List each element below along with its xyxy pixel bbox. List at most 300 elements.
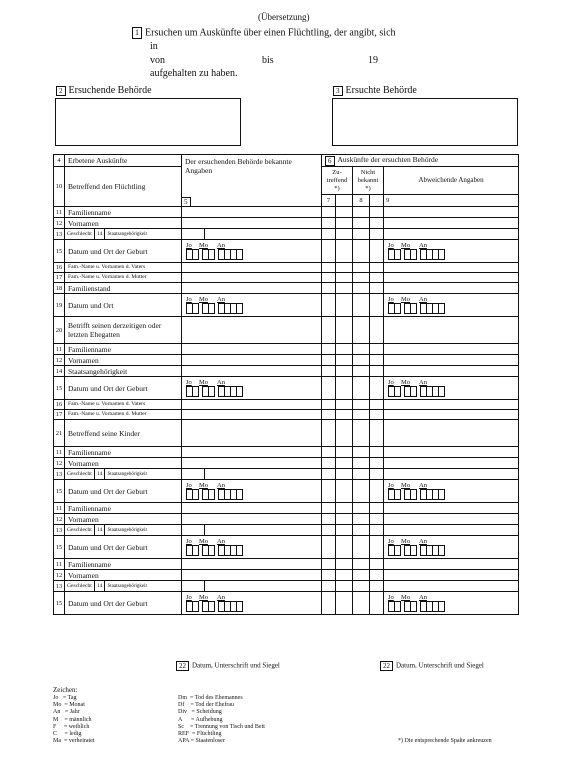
- table-row: [54, 294, 519, 317]
- known-data-cell[interactable]: [182, 480, 322, 503]
- date-digit-box[interactable]: [394, 386, 401, 397]
- not-known-checkbox-cell[interactable]: [370, 410, 384, 420]
- known-data-cell[interactable]: [182, 207, 322, 218]
- known-data-cell[interactable]: [182, 570, 322, 581]
- different-data-cell[interactable]: [384, 263, 519, 273]
- field-number: 5: [182, 197, 191, 207]
- field-number: 15: [54, 240, 65, 263]
- not-known-checkbox-cell[interactable]: [370, 240, 384, 263]
- known-data-cell[interactable]: [182, 229, 322, 240]
- table-row: [54, 514, 519, 525]
- applies-checkbox-cell[interactable]: [322, 283, 336, 294]
- different-data-cell[interactable]: [384, 294, 519, 317]
- different-data-cell[interactable]: [384, 536, 519, 559]
- not-known-checkbox-cell[interactable]: [370, 525, 384, 536]
- applies-checkbox-cell[interactable]: [336, 317, 353, 344]
- applies-checkbox-cell[interactable]: [336, 410, 353, 420]
- table-row: [54, 263, 519, 273]
- table-row: [54, 218, 519, 229]
- table-row: [54, 503, 519, 514]
- applies-checkbox-cell[interactable]: [322, 514, 336, 525]
- date-digit-box[interactable]: [410, 303, 417, 314]
- not-known-checkbox-cell[interactable]: [353, 283, 370, 294]
- applies-checkbox-cell[interactable]: [322, 503, 336, 514]
- date-digit-box[interactable]: [438, 249, 445, 260]
- applies-checkbox-cell[interactable]: [336, 229, 353, 240]
- known-data-cell[interactable]: [182, 420, 322, 447]
- known-data-column-header: Der ersuchenden Behörde bekannte Angaben 5: [182, 155, 322, 207]
- applies-column-header: Zu- treffend *): [322, 167, 353, 195]
- not-known-checkbox-cell[interactable]: [353, 229, 370, 240]
- date-field[interactable]: Jo Mo An: [186, 296, 246, 314]
- date-digit-box[interactable]: [208, 303, 215, 314]
- different-data-cell[interactable]: [384, 570, 519, 581]
- different-data-cell[interactable]: [384, 283, 519, 294]
- field-number: 13: [54, 469, 65, 480]
- not-known-checkbox-cell[interactable]: [353, 420, 370, 447]
- applies-checkbox-cell[interactable]: [336, 581, 353, 592]
- date-digit-box[interactable]: [394, 601, 401, 612]
- signature-left[interactable]: 22 Datum, Unterschrift und Siegel: [176, 661, 280, 671]
- date-digit-box[interactable]: [438, 545, 445, 556]
- not-known-checkbox-cell[interactable]: [370, 355, 384, 366]
- known-data-cell[interactable]: [182, 355, 322, 366]
- field-number: 7: [322, 195, 336, 207]
- requesting-authority-label: 2 Ersuchende Behörde: [56, 85, 152, 96]
- field-number: 3: [333, 86, 343, 96]
- applies-checkbox-cell[interactable]: [322, 263, 336, 273]
- not-known-checkbox-cell[interactable]: [353, 218, 370, 229]
- known-data-cell[interactable]: [182, 344, 322, 355]
- row-label: Datum und Ort der Geburt: [65, 240, 182, 263]
- not-known-checkbox-cell[interactable]: [353, 447, 370, 458]
- not-known-checkbox-cell[interactable]: [370, 458, 384, 469]
- applies-checkbox-cell[interactable]: [322, 366, 336, 377]
- table-row: [54, 400, 519, 410]
- translation-note: (Übersetzung): [258, 12, 310, 22]
- row-label: Fam.-Name u. Vornamen d. Vaters: [65, 263, 182, 273]
- table-row: [54, 581, 519, 592]
- different-data-cell[interactable]: [384, 273, 519, 283]
- row-label: Familienname: [65, 344, 182, 355]
- applies-checkbox-cell[interactable]: [322, 377, 336, 400]
- not-known-checkbox-cell[interactable]: [353, 400, 370, 410]
- date-digit-box[interactable]: [438, 601, 445, 612]
- row-label: Familienstand: [65, 283, 182, 294]
- not-known-checkbox-cell[interactable]: [370, 263, 384, 273]
- different-data-cell[interactable]: [384, 525, 519, 536]
- date-digit-box[interactable]: [236, 545, 243, 556]
- date-digit-box[interactable]: [438, 489, 445, 500]
- known-data-cell[interactable]: [182, 536, 322, 559]
- field-number: 22: [380, 661, 393, 671]
- applies-checkbox-cell[interactable]: [336, 592, 353, 615]
- requested-authority-field[interactable]: [332, 98, 518, 146]
- different-data-cell[interactable]: [384, 207, 519, 218]
- applies-checkbox-cell[interactable]: [336, 536, 353, 559]
- not-known-checkbox-cell[interactable]: [353, 525, 370, 536]
- date-digit-box[interactable]: [208, 545, 215, 556]
- not-known-checkbox-cell[interactable]: [370, 283, 384, 294]
- not-known-checkbox-cell[interactable]: [370, 581, 384, 592]
- date-digit-box[interactable]: [208, 249, 215, 260]
- applies-checkbox-cell[interactable]: [336, 480, 353, 503]
- not-known-column-header: Nicht bekannt *): [353, 167, 384, 195]
- applies-checkbox-cell[interactable]: [322, 207, 336, 218]
- field-number: 11: [54, 207, 65, 218]
- applies-checkbox-cell[interactable]: [336, 525, 353, 536]
- applies-checkbox-cell[interactable]: [336, 273, 353, 283]
- not-known-checkbox-cell[interactable]: [370, 570, 384, 581]
- applies-checkbox-cell[interactable]: [336, 283, 353, 294]
- date-digit-box[interactable]: [410, 489, 417, 500]
- different-data-cell[interactable]: [384, 581, 519, 592]
- different-data-cell[interactable]: [384, 559, 519, 570]
- not-known-checkbox-cell[interactable]: [353, 410, 370, 420]
- not-known-checkbox-cell[interactable]: [370, 480, 384, 503]
- date-field[interactable]: Jo Mo An: [186, 379, 246, 397]
- table-row: [54, 344, 519, 355]
- not-known-checkbox-cell[interactable]: [370, 317, 384, 344]
- not-known-checkbox-cell[interactable]: [370, 344, 384, 355]
- table-row: [54, 366, 519, 377]
- date-digit-box[interactable]: [192, 303, 199, 314]
- row-label: Familienname: [65, 503, 182, 514]
- applies-checkbox-cell[interactable]: [322, 581, 336, 592]
- row-label: Datum und Ort: [65, 294, 182, 317]
- different-data-cell[interactable]: [384, 503, 519, 514]
- different-data-cell[interactable]: [384, 240, 519, 263]
- table-row: [54, 207, 519, 218]
- applies-checkbox-cell[interactable]: [322, 317, 336, 344]
- not-known-checkbox-cell[interactable]: [370, 469, 384, 480]
- applies-checkbox-cell[interactable]: [336, 447, 353, 458]
- different-data-cell[interactable]: [384, 377, 519, 400]
- field-number: 9: [384, 195, 519, 207]
- field-number: 10: [54, 167, 65, 207]
- applies-checkbox-cell[interactable]: [322, 570, 336, 581]
- sex-nationality-label: Geschlecht 14 Staatsangehörigkeit: [65, 469, 182, 480]
- table-row: [54, 592, 519, 615]
- not-known-checkbox-cell[interactable]: [370, 536, 384, 559]
- field-number: 1: [132, 27, 142, 39]
- not-known-checkbox-cell[interactable]: [353, 536, 370, 559]
- date-field[interactable]: Jo Mo An: [388, 538, 448, 556]
- known-data-cell[interactable]: [182, 458, 322, 469]
- row-label: Vornamen: [65, 458, 182, 469]
- field-number: 18: [54, 283, 65, 294]
- not-known-checkbox-cell[interactable]: [370, 592, 384, 615]
- not-known-checkbox-cell[interactable]: [353, 366, 370, 377]
- date-digit-box[interactable]: [192, 601, 199, 612]
- from-label: von: [150, 55, 165, 66]
- applies-checkbox-cell[interactable]: [322, 410, 336, 420]
- sex-nationality-label: Geschlecht 14 Staatsangehörigkeit: [65, 525, 182, 536]
- not-known-checkbox-cell[interactable]: [370, 514, 384, 525]
- row-label: Datum und Ort der Geburt: [65, 480, 182, 503]
- table-row: [54, 410, 519, 420]
- known-data-cell[interactable]: [182, 294, 322, 317]
- applies-checkbox-cell[interactable]: [336, 240, 353, 263]
- date-digit-box[interactable]: [192, 489, 199, 500]
- table-row: [54, 229, 519, 240]
- row-label: Vornamen: [65, 355, 182, 366]
- footnote: *) Die entsprechende Spalte ankreuzen: [398, 738, 492, 744]
- known-data-cell[interactable]: [182, 218, 322, 229]
- known-data-cell[interactable]: [182, 317, 322, 344]
- requested-info-heading: Erbetene Auskünfte: [65, 155, 182, 167]
- different-data-cell[interactable]: [384, 480, 519, 503]
- row-label: Fam.-Name u. Vornamen d. Mutter: [65, 273, 182, 283]
- date-digit-box[interactable]: [236, 489, 243, 500]
- date-field[interactable]: Jo Mo An: [388, 594, 448, 612]
- not-known-checkbox-cell[interactable]: [370, 207, 384, 218]
- field-number: 11: [54, 447, 65, 458]
- applies-checkbox-cell[interactable]: [336, 355, 353, 366]
- date-digit-box[interactable]: [236, 386, 243, 397]
- sex-nationality-label: Geschlecht 14 Staatsangehörigkeit: [65, 229, 182, 240]
- known-data-cell[interactable]: [182, 559, 322, 570]
- not-known-checkbox-cell[interactable]: [353, 581, 370, 592]
- different-data-cell[interactable]: [384, 410, 519, 420]
- applies-checkbox-cell[interactable]: [336, 458, 353, 469]
- field-number: 15: [54, 480, 65, 503]
- row-label: Familienname: [65, 447, 182, 458]
- date-digit-box[interactable]: [410, 386, 417, 397]
- date-field[interactable]: Jo Mo An: [186, 482, 246, 500]
- applies-checkbox-cell[interactable]: [336, 570, 353, 581]
- date-field[interactable]: Jo Mo An: [186, 594, 246, 612]
- applies-checkbox-cell[interactable]: [336, 469, 353, 480]
- applies-checkbox-cell[interactable]: [336, 420, 353, 447]
- legend-title: Zeichen:: [53, 686, 78, 694]
- request-line-2: in: [150, 41, 158, 52]
- date-digit-box[interactable]: [438, 386, 445, 397]
- table-row: [54, 240, 519, 263]
- date-digit-box[interactable]: [236, 601, 243, 612]
- not-known-checkbox-cell[interactable]: [370, 559, 384, 570]
- not-known-checkbox-cell[interactable]: [353, 355, 370, 366]
- date-digit-box[interactable]: [394, 249, 401, 260]
- applies-checkbox-cell[interactable]: [336, 344, 353, 355]
- not-known-checkbox-cell[interactable]: [353, 570, 370, 581]
- known-data-cell[interactable]: [182, 581, 322, 592]
- date-digit-box[interactable]: [394, 489, 401, 500]
- date-digit-box[interactable]: [236, 303, 243, 314]
- known-data-cell[interactable]: [182, 273, 322, 283]
- date-digit-box[interactable]: [192, 545, 199, 556]
- date-digit-box[interactable]: [208, 489, 215, 500]
- known-data-cell[interactable]: [182, 240, 322, 263]
- applies-checkbox-cell[interactable]: [322, 480, 336, 503]
- applies-checkbox-cell[interactable]: [322, 240, 336, 263]
- not-known-checkbox-cell[interactable]: [353, 294, 370, 317]
- different-data-cell[interactable]: [384, 400, 519, 410]
- requested-authority-info-heading: 6 Auskünfte der ersuchten Behörde: [322, 155, 519, 167]
- applies-checkbox-cell[interactable]: [336, 263, 353, 273]
- not-known-checkbox-cell[interactable]: [370, 420, 384, 447]
- applies-checkbox-cell[interactable]: [322, 536, 336, 559]
- date-field[interactable]: Jo Mo An: [388, 296, 448, 314]
- row-label: Datum und Ort der Geburt: [65, 377, 182, 400]
- not-known-checkbox-cell[interactable]: [370, 294, 384, 317]
- known-data-cell[interactable]: [182, 366, 322, 377]
- different-data-cell[interactable]: [384, 355, 519, 366]
- applies-checkbox-cell[interactable]: [322, 559, 336, 570]
- different-data-cell[interactable]: [384, 229, 519, 240]
- different-data-cell[interactable]: [384, 344, 519, 355]
- date-digit-box[interactable]: [410, 545, 417, 556]
- applies-checkbox-cell[interactable]: [322, 400, 336, 410]
- different-data-cell[interactable]: [384, 218, 519, 229]
- known-data-cell[interactable]: [182, 469, 322, 480]
- date-digit-box[interactable]: [438, 303, 445, 314]
- not-known-checkbox-cell[interactable]: [353, 263, 370, 273]
- known-data-cell[interactable]: [182, 447, 322, 458]
- date-field[interactable]: Jo Mo An: [388, 482, 448, 500]
- not-known-checkbox-cell[interactable]: [353, 480, 370, 503]
- field-number: 21: [54, 420, 65, 447]
- applies-checkbox-cell[interactable]: [336, 559, 353, 570]
- known-data-cell[interactable]: [182, 592, 322, 615]
- not-known-checkbox-cell[interactable]: [353, 458, 370, 469]
- different-data-cell[interactable]: [384, 514, 519, 525]
- not-known-checkbox-cell[interactable]: [370, 503, 384, 514]
- table-row: [54, 283, 519, 294]
- legend-column-1: Jo = Tag Mo = Monat An = Jahr M = männlich F = weiblich C = ledig Ma = verheiratet: [53, 695, 95, 745]
- not-known-checkbox-cell[interactable]: [353, 317, 370, 344]
- not-known-checkbox-cell[interactable]: [353, 344, 370, 355]
- applies-checkbox-cell[interactable]: [336, 366, 353, 377]
- not-known-checkbox-cell[interactable]: [353, 559, 370, 570]
- date-field[interactable]: Jo Mo An: [388, 242, 448, 260]
- applies-checkbox-cell[interactable]: [322, 294, 336, 317]
- applies-checkbox-cell[interactable]: [336, 218, 353, 229]
- table-row: [54, 447, 519, 458]
- different-data-cell[interactable]: [384, 469, 519, 480]
- applies-checkbox-cell[interactable]: [322, 355, 336, 366]
- applies-checkbox-cell[interactable]: [322, 525, 336, 536]
- requested-authority-label: 3 Ersuchte Behörde: [333, 85, 417, 96]
- not-known-checkbox-cell[interactable]: [370, 273, 384, 283]
- known-data-cell[interactable]: [182, 503, 322, 514]
- date-digit-box[interactable]: [394, 303, 401, 314]
- field-number: 13: [54, 229, 65, 240]
- table-row: [54, 355, 519, 366]
- known-data-cell[interactable]: [182, 525, 322, 536]
- known-data-cell[interactable]: [182, 400, 322, 410]
- known-data-cell[interactable]: [182, 283, 322, 294]
- refugee-heading: Betreffend den Flüchtling: [65, 167, 182, 207]
- row-label: Betrifft seinen derzeitigen oder letzten Ehegatten: [65, 317, 182, 344]
- row-label: Betreffend seine Kinder: [65, 420, 182, 447]
- date-digit-box[interactable]: [208, 386, 215, 397]
- row-label: Familienname: [65, 559, 182, 570]
- different-data-cell[interactable]: [384, 366, 519, 377]
- requesting-authority-field[interactable]: [55, 98, 241, 146]
- applies-checkbox-cell[interactable]: [322, 420, 336, 447]
- field-number: 11: [54, 344, 65, 355]
- date-digit-box[interactable]: [236, 249, 243, 260]
- not-known-checkbox-cell[interactable]: [353, 377, 370, 400]
- not-known-checkbox-cell[interactable]: [353, 592, 370, 615]
- not-known-checkbox-cell[interactable]: [370, 366, 384, 377]
- known-data-cell[interactable]: [182, 410, 322, 420]
- date-digit-box[interactable]: [410, 249, 417, 260]
- date-digit-box[interactable]: [410, 601, 417, 612]
- not-known-checkbox-cell[interactable]: [370, 218, 384, 229]
- row-label: Fam.-Name u. Vornamen d. Vaters: [65, 400, 182, 410]
- not-known-checkbox-cell[interactable]: [353, 273, 370, 283]
- row-label: Vornamen: [65, 218, 182, 229]
- not-known-checkbox-cell[interactable]: [370, 400, 384, 410]
- known-data-cell[interactable]: [182, 514, 322, 525]
- table-row: [54, 458, 519, 469]
- field-number: 15: [54, 377, 65, 400]
- applies-checkbox-cell[interactable]: [336, 207, 353, 218]
- row-label: Fam.-Name u. Vornamen d. Mutter: [65, 410, 182, 420]
- date-digit-box[interactable]: [192, 386, 199, 397]
- known-data-cell[interactable]: [182, 263, 322, 273]
- applies-checkbox-cell[interactable]: [336, 514, 353, 525]
- row-label: Vornamen: [65, 570, 182, 581]
- date-digit-box[interactable]: [394, 545, 401, 556]
- different-data-cell[interactable]: [384, 317, 519, 344]
- not-known-checkbox-cell[interactable]: [353, 469, 370, 480]
- information-table: [53, 154, 519, 615]
- date-field[interactable]: Jo Mo An: [388, 379, 448, 397]
- applies-checkbox-cell[interactable]: [336, 294, 353, 317]
- date-digit-box[interactable]: [192, 249, 199, 260]
- field-number: 4: [54, 155, 65, 167]
- applies-checkbox-cell[interactable]: [336, 400, 353, 410]
- not-known-checkbox-cell[interactable]: [370, 377, 384, 400]
- applies-checkbox-cell[interactable]: [322, 469, 336, 480]
- table-row: [54, 420, 519, 447]
- not-known-checkbox-cell[interactable]: [353, 514, 370, 525]
- different-data-cell[interactable]: [384, 458, 519, 469]
- date-field[interactable]: Jo Mo An: [186, 242, 246, 260]
- different-data-cell[interactable]: [384, 447, 519, 458]
- row-label: Vornamen: [65, 514, 182, 525]
- signature-right[interactable]: 22 Datum, Unterschrift und Siegel: [380, 661, 484, 671]
- different-data-cell[interactable]: [384, 592, 519, 615]
- applies-checkbox-cell[interactable]: [322, 273, 336, 283]
- applies-checkbox-cell[interactable]: [322, 447, 336, 458]
- applies-checkbox-cell[interactable]: [322, 218, 336, 229]
- different-data-column-header: Abweichende Angaben: [384, 167, 519, 195]
- not-known-checkbox-cell[interactable]: [353, 240, 370, 263]
- not-known-checkbox-cell[interactable]: [370, 229, 384, 240]
- field-number: 16: [54, 263, 65, 273]
- date-digit-box[interactable]: [208, 601, 215, 612]
- field-number: 14: [54, 366, 65, 377]
- applies-checkbox-cell[interactable]: [322, 344, 336, 355]
- not-known-checkbox-cell[interactable]: [353, 503, 370, 514]
- date-field[interactable]: Jo Mo An: [186, 538, 246, 556]
- applies-checkbox-cell[interactable]: [322, 592, 336, 615]
- field-number: 19: [54, 294, 65, 317]
- known-data-cell[interactable]: [182, 377, 322, 400]
- applies-checkbox-cell[interactable]: [322, 458, 336, 469]
- different-data-cell[interactable]: [384, 420, 519, 447]
- table-row: [54, 525, 519, 536]
- applies-checkbox-cell[interactable]: [336, 503, 353, 514]
- not-known-checkbox-cell[interactable]: [353, 207, 370, 218]
- not-known-checkbox-cell[interactable]: [370, 447, 384, 458]
- applies-checkbox-cell[interactable]: [322, 229, 336, 240]
- applies-checkbox-cell[interactable]: [336, 377, 353, 400]
